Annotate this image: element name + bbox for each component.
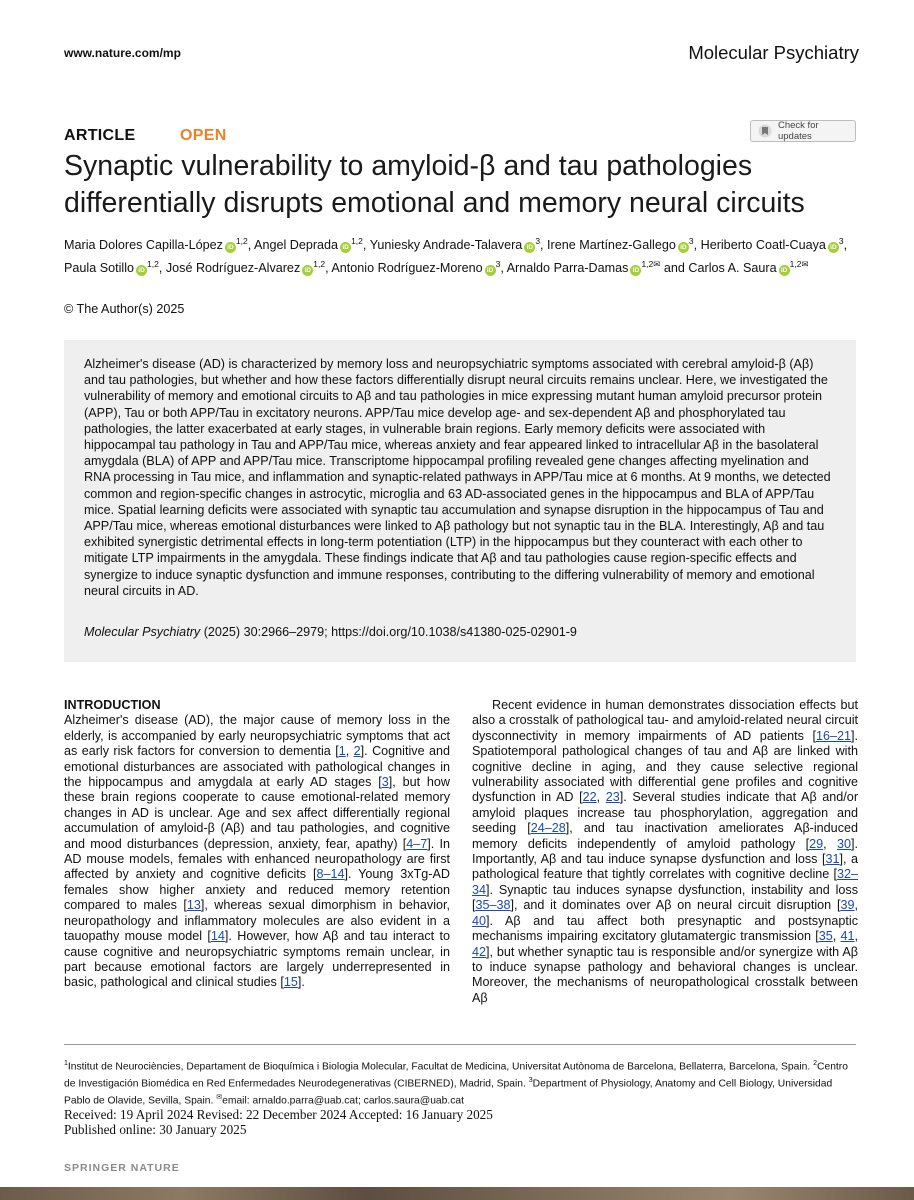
orcid-icon[interactable]: iD: [779, 265, 790, 276]
publisher-logo: SPRINGER NATURE: [64, 1162, 180, 1174]
author-name-text: Carlos A. Saura: [688, 261, 777, 276]
author-name-text: Antonio Rodríguez-Moreno: [331, 261, 483, 276]
footnote-divider: [64, 1044, 856, 1045]
author-name-text: Maria Dolores Capilla-López: [64, 238, 223, 253]
intro-paragraph-2: Recent evidence in human demonstrates dissociation effects but also a crosstalk of pathological tau- and amyloid-related neural circuit dysconnectivity in memory impairments of AD patients [16–21]. Spatiotemporal pathological changes of tau and Aβ are linked with cognitive decline in aging, and they cause selective regional vulnerability associated with differential gene profiles and cognitive dysfunction in AD [22, 23]. Several studies indicate that Aβ and/or amyloid plaques increase tau phosphorylation, aggregation and seeding [24–28], and tau inactivation ameliorates Aβ-induced memory deficits independently of amyloid pathology [29, 30]. Importantly, Aβ and tau induce synapse dysfunction and loss [31], a pathological feature that tightly correlates with cognitive decline [32–34]. Synaptic tau induces synapse dysfunction, instability and loss [35–38], and it dominates over Aβ on neural circuit disruption [39, 40]. Aβ and tau affect both presynaptic and postsynaptic mechanisms impairing excitatory glutamatergic transmission [35, 41, 42], but whether synaptic tau is responsible and/or synergize with Aβ to induce synapse pathology and behavioral changes is unclear. Moreover, the mechanisms of neuropathological crosstalk between Aβ: [472, 698, 859, 1005]
orcid-icon[interactable]: iD: [828, 242, 839, 253]
reference-link[interactable]: 24–28: [530, 821, 566, 836]
reference-link[interactable]: 3: [381, 775, 389, 790]
affiliation-marker: 2: [813, 1060, 818, 1067]
author-name-text: Angel Deprada: [254, 238, 339, 253]
citation-details[interactable]: (2025) 30:2966–2979; https://doi.org/10.1038/s41380-025-02901-9: [203, 625, 577, 639]
reference-link[interactable]: 39: [840, 898, 855, 913]
authors-and: and: [660, 261, 689, 276]
orcid-icon[interactable]: iD: [678, 242, 689, 253]
author-separator: ,: [540, 238, 548, 253]
author-name[interactable]: [64, 261, 159, 275]
author-affiliation-marker: 1,2✉: [641, 259, 661, 270]
journal-url[interactable]: www.nature.com/mp: [64, 46, 181, 60]
author-name[interactable]: [254, 238, 363, 252]
author-affiliation-marker: 1,2✉: [789, 259, 809, 270]
affiliation-marker: 1: [64, 1060, 68, 1067]
author-name[interactable]: [64, 238, 248, 252]
reference-link[interactable]: 31: [825, 852, 840, 867]
author-name[interactable]: [370, 238, 540, 252]
author-separator: ,: [693, 238, 701, 253]
affiliation-text: Centro de Investigación Biomédica en Red Enfermedades Neurodegenerativas (CIBERNED), Madrid, Spain.: [64, 1061, 848, 1090]
author-name[interactable]: [166, 261, 325, 275]
author-separator: ,: [500, 261, 507, 276]
author-affiliation-marker: 3: [838, 236, 844, 246]
author-name[interactable]: [701, 238, 844, 252]
orcid-icon[interactable]: iD: [136, 265, 147, 276]
orcid-icon[interactable]: iD: [225, 242, 236, 253]
reference-link[interactable]: 1: [338, 744, 346, 759]
reference-link[interactable]: 13: [186, 898, 201, 913]
publication-dates: [64, 1107, 856, 1138]
author-affiliation-marker: 1,2: [147, 259, 159, 270]
reference-link[interactable]: 15: [283, 975, 298, 990]
orcid-icon[interactable]: iD: [340, 242, 351, 253]
author-name-text: Paula Sotillo: [64, 261, 135, 276]
reference-link[interactable]: 30: [836, 836, 851, 851]
reference-link[interactable]: 35–38: [475, 898, 511, 913]
reference-link[interactable]: 4–7: [406, 836, 428, 851]
open-access-label: OPEN: [180, 127, 227, 144]
bookmark-icon: [757, 124, 773, 138]
orcid-icon[interactable]: iD: [302, 265, 313, 276]
check-for-updates-label: Check for updates: [777, 120, 819, 142]
abstract-text: Alzheimer's disease (AD) is characterized by memory loss and neuropsychiatric symptoms associated with cerebral amyloid-β (Aβ) and tau pathologies, but whether and how these factors differentially disrupt neural circuits remains unclear. Here, we investigated the vulnerability of memory and emotional circuits to Aβ and tau pathologies in mice expressing mutant human amyloid precursor protein (APP), Tau or both APP/Tau in excitatory neurons. APP/Tau mice develop age- and sex-dependent Aβ and phosphorylated tau pathologies, the latter exacerbated at early stages, in vulnerable brain regions. Early memory deficits were associated with hippocampal tau pathology in Tau and APP/Tau mice, whereas anxiety and fear appeared linked to intracellular Aβ in the basolateral amygdala (BLA) of APP and APP/Tau mice. Transcriptome hippocampal profiling revealed gene changes affecting myelination and RNA processing in Tau mice, and inflammation and synaptic-related pathways in APP/Tau mice at 6 months. At 9 months, we detected common and region-specific changes in astrocytic, microglia and 63 AD-associated genes in the hippocampus and BLA of APP/Tau mice. Spatial learning deficits were associated with synaptic tau accumulation and synapse disruption in the hippocampus of Tau and APP/Tau mice, whereas emotional disturbances were linked to Aβ pathology but not synaptic tau in the BLA. Interestingly, Aβ and tau exhibited synergistic detrimental effects in long-term potentiation (LTP) in the hippocampus but they counteract with each other to mitigate LTP impairments in the amygdala. These findings indicate that Aβ and tau pathologies cause region-specific effects and synergize to induce synaptic dysfunction and immune responses, contributing to the differing vulnerability of memory and emotional neural circuits in AD.: [84, 357, 831, 598]
author-name[interactable]: [331, 261, 500, 275]
orcid-icon[interactable]: iD: [485, 265, 496, 276]
received-revised-accepted: Received: 19 April 2024 Revised: 22 December 2024 Accepted: 16 January 2025: [64, 1107, 493, 1122]
reference-link[interactable]: 23: [605, 790, 620, 805]
affiliation-text: email: arnaldo.parra@uab.cat; carlos.saura@uab.cat: [222, 1095, 464, 1107]
author-name-text: Heriberto Coatl-Cuaya: [700, 238, 826, 253]
reference-link[interactable]: 41: [840, 929, 855, 944]
reference-link[interactable]: 40: [472, 913, 487, 928]
reference-link[interactable]: 35: [818, 929, 833, 944]
affiliations: [64, 1057, 856, 1108]
author-name[interactable]: [547, 238, 694, 252]
author-name[interactable]: [688, 261, 808, 275]
article-title: Synaptic vulnerability to amyloid-β and tau pathologies differentially disrupts emotional and memory neural circuits: [64, 150, 805, 219]
section-heading-introduction: INTRODUCTION: [64, 698, 161, 712]
author-list: [64, 232, 854, 278]
bottom-photo-strip: [0, 1187, 914, 1200]
author-name-text: Yuniesky Andrade-Talavera: [369, 238, 523, 253]
author-affiliation-marker: 3: [535, 236, 541, 246]
abstract-box: [64, 340, 856, 662]
citation-line: [84, 625, 577, 639]
affiliation-marker: ✉: [216, 1094, 223, 1102]
author-affiliation-marker: 3: [495, 259, 501, 270]
citation-journal: Molecular Psychiatry: [84, 625, 201, 639]
author-separator: ,: [843, 238, 848, 253]
reference-link[interactable]: 22: [582, 790, 597, 805]
reference-link[interactable]: 29: [809, 836, 824, 851]
author-separator: ,: [362, 238, 370, 253]
published-online: Published online: 30 January 2025: [64, 1122, 247, 1138]
reference-link[interactable]: 8–14: [316, 867, 345, 882]
affiliation-text: Institut de Neurociències, Departament de Bioquímica i Biologia Molecular, Facultat de Medicina, Universitat Autònoma de Barcelona, Bellaterra, Barcelona, Spain.: [67, 1061, 814, 1073]
orcid-icon[interactable]: iD: [630, 265, 641, 276]
affiliation-marker: 3: [528, 1077, 533, 1085]
copyright-notice: © The Author(s) 2025: [64, 302, 185, 316]
check-for-updates-button[interactable]: [750, 120, 856, 142]
author-name[interactable]: [507, 261, 661, 275]
reference-link[interactable]: 16–21: [815, 728, 851, 743]
author-affiliation-marker: 1,2: [313, 259, 326, 270]
article-type-label: ARTICLE: [64, 127, 136, 144]
intro-paragraph-1: Alzheimer's disease (AD), the major cause of memory loss in the elderly, is accompanied by early neuropsychiatric symptoms that act as early risk factors for conversion to dementia [1, 2]. Cognitive and emotional disturbances are associated with pathological changes in the hippocampus and amygdala at early AD stages [3], but how these brain regions cooperate to cause emotional-related memory changes in AD is unclear. Age and sex affect differentially regional accumulation of amyloid-β (Aβ) and tau pathologies, and cognitive and mood disturbances (depression, anxiety, fear, apathy) [4–7]. In AD mouse models, females with enhanced neuropathology are first affected by anxiety and cognitive deficits [8–14]. Young 3xTg-AD females show higher anxiety and reduced memory retention compared to males [13], whereas sexual dimorphism in behavior, neuropathology and inflammatory molecules are also evident in a tauopathy mouse model [14]. However, how Aβ and tau interact to cause cognitive and neuropsychiatric symptoms remain unclear, in part because emotional factors are largely underrepresented in basic, pathological and clinical studies [15].: [64, 713, 451, 990]
author-separator: ,: [158, 261, 166, 276]
reference-link[interactable]: 32–34: [472, 867, 858, 897]
author-name-text: José Rodríguez-Alvarez: [165, 261, 301, 276]
author-separator: ,: [325, 261, 332, 276]
intro-column-right: [472, 698, 858, 1006]
reference-link[interactable]: 2: [353, 744, 361, 759]
reference-link[interactable]: 42: [472, 944, 487, 959]
affiliation-text: Department of Physiology, Anatomy and Cell Biology, Universidad Pablo de Olavide, Sevilla, Spain.: [64, 1078, 833, 1107]
author-name-text: Irene Martínez-Gallego: [547, 238, 676, 253]
author-affiliation-marker: 1,2: [351, 236, 363, 246]
author-separator: ,: [247, 238, 255, 253]
author-name-text: Arnaldo Parra-Damas: [506, 261, 629, 276]
author-affiliation-marker: 3: [688, 236, 694, 246]
intro-column-left: [64, 698, 450, 991]
author-affiliation-marker: 1,2: [235, 236, 248, 246]
journal-name: Molecular Psychiatry: [688, 42, 859, 63]
reference-link[interactable]: 14: [210, 929, 225, 944]
orcid-icon[interactable]: iD: [524, 242, 535, 253]
